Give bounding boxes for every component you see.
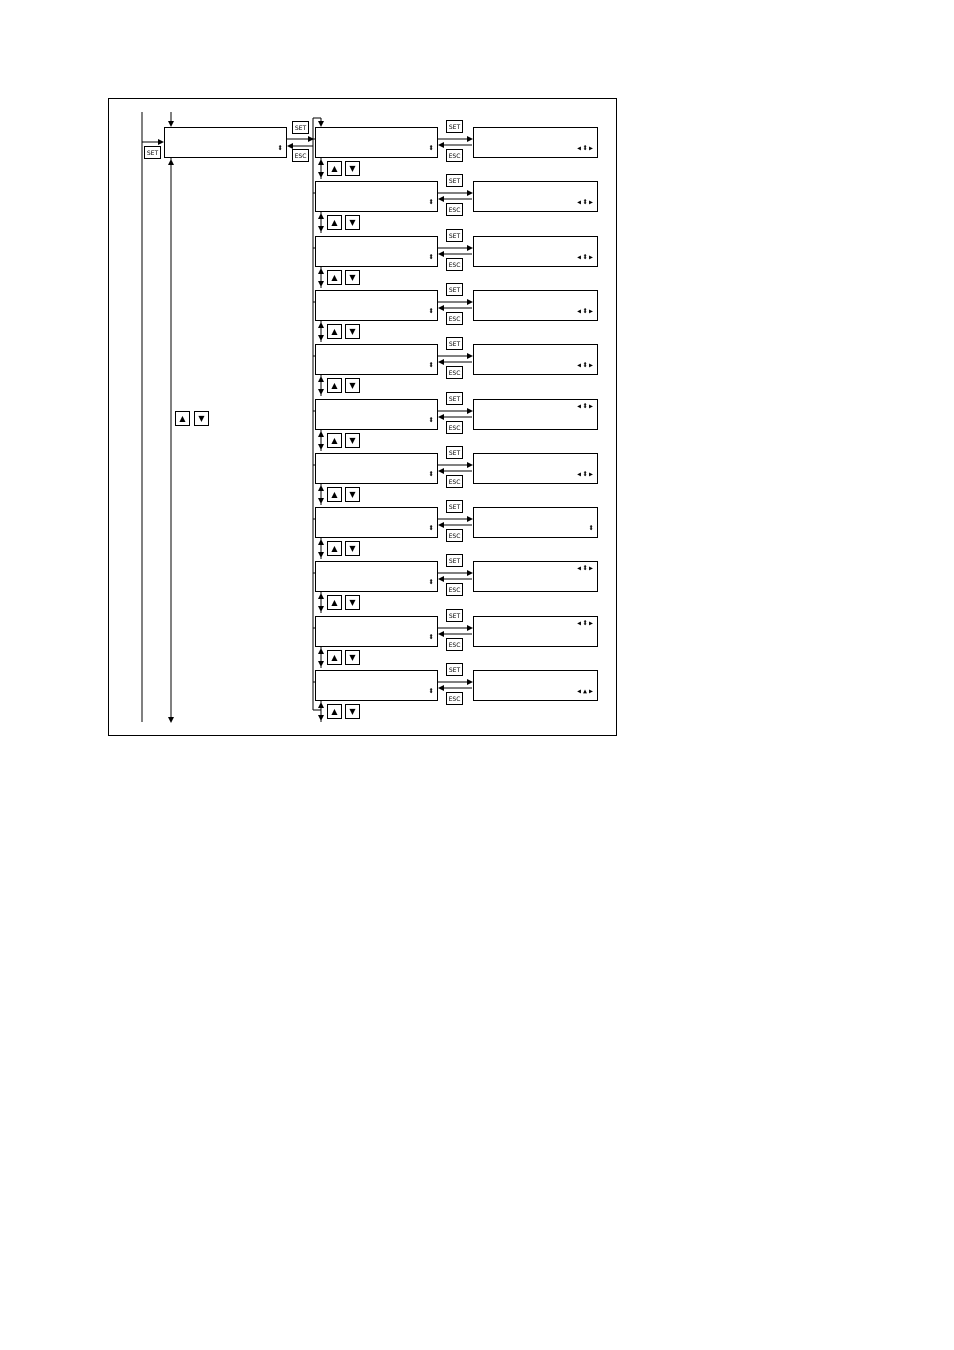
down-arrow-key: ▼ xyxy=(345,270,360,285)
set-key-tag: SET xyxy=(446,500,463,513)
navigation-indicator-icon: ◂⬍▸ xyxy=(575,401,594,412)
detail-line1 xyxy=(476,265,595,267)
esc-key-tag: ESC xyxy=(446,258,463,271)
detail-display xyxy=(473,453,598,484)
up-down-indicator-icon: ⬍ xyxy=(427,686,434,697)
menu-line1 xyxy=(318,210,435,212)
detail-display xyxy=(473,290,598,321)
menu-line1 xyxy=(318,699,435,701)
set-key-tag: SET xyxy=(446,609,463,622)
menu-line1 xyxy=(318,482,435,484)
detail-line1 xyxy=(476,156,595,158)
navigation-indicator-icon: ◂⬍▸ xyxy=(575,360,594,371)
set-key-tag: SET xyxy=(446,663,463,676)
navigation-indicator-icon: ◂⬍▸ xyxy=(575,306,594,317)
menu-display xyxy=(315,453,438,484)
esc-key-tag: ESC xyxy=(446,149,463,162)
esc-key-tag: ESC xyxy=(446,529,463,542)
up-arrow-key: ▲ xyxy=(327,595,342,610)
menu-display xyxy=(315,670,438,701)
detail-line1 xyxy=(476,373,595,375)
detail-display xyxy=(473,616,598,647)
esc-key-tag: ESC xyxy=(446,421,463,434)
up-down-indicator-icon: ⬍ xyxy=(276,143,283,154)
navigation-indicator-icon: ⬍ xyxy=(587,523,594,534)
up-arrow-key: ▲ xyxy=(327,161,342,176)
set-key-tag: SET xyxy=(446,283,463,296)
up-arrow-key: ▲ xyxy=(175,411,190,426)
esc-key-tag: ESC xyxy=(446,203,463,216)
down-arrow-key: ▼ xyxy=(345,704,360,719)
navigation-indicator-icon: ◂⬍▸ xyxy=(575,143,594,154)
detail-line1 xyxy=(476,482,595,484)
up-arrow-key: ▲ xyxy=(327,215,342,230)
detail-display xyxy=(473,670,598,701)
menu-display xyxy=(315,616,438,647)
esc-key-tag: ESC xyxy=(446,312,463,325)
menu-line1 xyxy=(318,265,435,267)
down-arrow-key: ▼ xyxy=(345,324,360,339)
up-arrow-key: ▲ xyxy=(327,487,342,502)
up-arrow-key: ▲ xyxy=(327,378,342,393)
set-key-tag: SET xyxy=(446,446,463,459)
set-key-tag: SET xyxy=(446,229,463,242)
up-arrow-key: ▲ xyxy=(327,324,342,339)
esc-key-tag: ESC xyxy=(446,475,463,488)
up-arrow-key: ▲ xyxy=(327,704,342,719)
up-arrow-key: ▲ xyxy=(327,270,342,285)
function-select-display xyxy=(164,127,287,158)
menu-line1 xyxy=(318,645,435,647)
menu-line1 xyxy=(318,428,435,430)
detail-display xyxy=(473,344,598,375)
up-down-indicator-icon: ⬍ xyxy=(427,197,434,208)
down-arrow-key: ▼ xyxy=(345,215,360,230)
detail-display xyxy=(473,236,598,267)
down-arrow-key: ▼ xyxy=(345,650,360,665)
set-key-tag: SET xyxy=(446,392,463,405)
up-down-indicator-icon: ⬍ xyxy=(427,306,434,317)
detail-line1 xyxy=(476,590,595,592)
down-arrow-key: ▼ xyxy=(345,541,360,556)
down-arrow-key: ▼ xyxy=(345,487,360,502)
up-down-indicator-icon: ⬍ xyxy=(427,252,434,263)
set-key-tag: SET xyxy=(292,121,309,134)
detail-line1 xyxy=(476,319,595,321)
menu-display xyxy=(315,236,438,267)
detail-line1 xyxy=(476,699,595,701)
up-arrow-key: ▲ xyxy=(327,541,342,556)
menu-display xyxy=(315,344,438,375)
menu-line1 xyxy=(318,156,435,158)
down-arrow-key: ▼ xyxy=(345,161,360,176)
up-down-indicator-icon: ⬍ xyxy=(427,143,434,154)
up-down-indicator-icon: ⬍ xyxy=(427,469,434,480)
esc-key-tag: ESC xyxy=(446,366,463,379)
menu-line1 xyxy=(318,590,435,592)
esc-key-tag: ESC xyxy=(292,149,309,162)
menu-display xyxy=(315,181,438,212)
menu-display xyxy=(315,561,438,592)
function-select-line1 xyxy=(167,156,284,158)
up-arrow-key: ▲ xyxy=(327,433,342,448)
esc-key-tag: ESC xyxy=(446,583,463,596)
navigation-indicator-icon: ◂⬍▸ xyxy=(575,469,594,480)
menu-line1 xyxy=(318,319,435,321)
menu-display xyxy=(315,399,438,430)
navigation-indicator-icon: ◂⬍▸ xyxy=(575,252,594,263)
menu-line1 xyxy=(318,536,435,538)
set-key-tag: SET xyxy=(144,146,161,159)
navigation-indicator-icon: ◂⬍▸ xyxy=(575,618,594,629)
detail-display xyxy=(473,399,598,430)
up-arrow-key: ▲ xyxy=(327,650,342,665)
detail-display xyxy=(473,127,598,158)
navigation-indicator-icon: ◂⬍▸ xyxy=(575,197,594,208)
detail-line1 xyxy=(476,428,595,430)
detail-display xyxy=(473,507,598,538)
detail-line1 xyxy=(476,645,595,647)
detail-display xyxy=(473,181,598,212)
up-down-indicator-icon: ⬍ xyxy=(427,360,434,371)
set-key-tag: SET xyxy=(446,337,463,350)
down-arrow-key: ▼ xyxy=(345,433,360,448)
up-down-indicator-icon: ⬍ xyxy=(427,577,434,588)
set-key-tag: SET xyxy=(446,174,463,187)
up-down-indicator-icon: ⬍ xyxy=(427,523,434,534)
navigation-indicator-icon: ◂▴▸ xyxy=(575,686,594,697)
down-arrow-key: ▼ xyxy=(345,595,360,610)
detail-line1 xyxy=(476,210,595,212)
esc-key-tag: ESC xyxy=(446,692,463,705)
detail-line1 xyxy=(476,536,595,538)
set-key-tag: SET xyxy=(446,554,463,567)
menu-display xyxy=(315,507,438,538)
menu-line1 xyxy=(318,373,435,375)
detail-display xyxy=(473,561,598,592)
menu-display xyxy=(315,290,438,321)
up-down-indicator-icon: ⬍ xyxy=(427,632,434,643)
esc-key-tag: ESC xyxy=(446,638,463,651)
set-key-tag: SET xyxy=(446,120,463,133)
navigation-indicator-icon: ◂⬍▸ xyxy=(575,563,594,574)
menu-display xyxy=(315,127,438,158)
down-arrow-key: ▼ xyxy=(345,378,360,393)
down-arrow-key: ▼ xyxy=(194,411,209,426)
up-down-indicator-icon: ⬍ xyxy=(427,415,434,426)
